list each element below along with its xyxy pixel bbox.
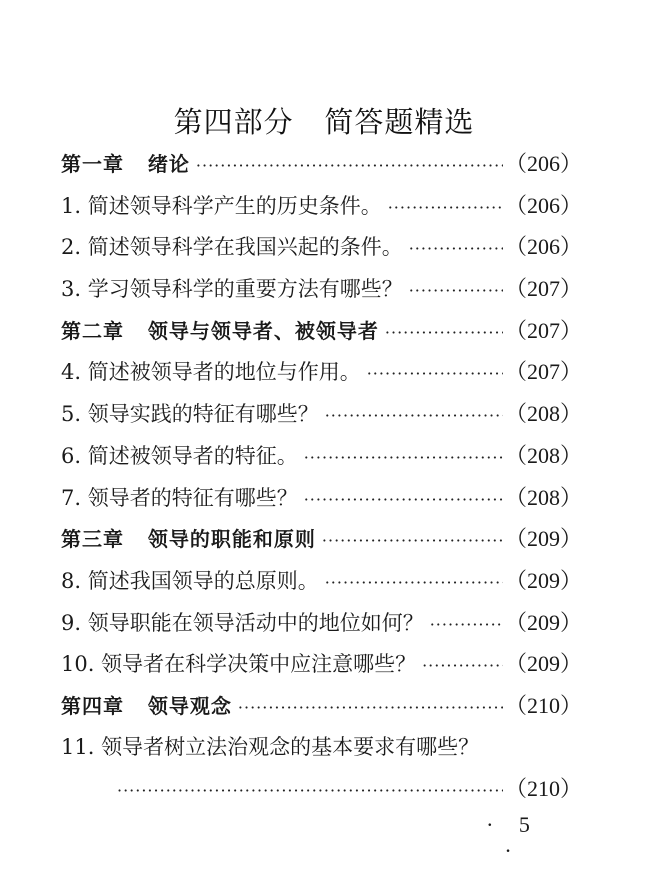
- leader-dots: [388, 187, 503, 229]
- toc-entry-text: 第四章 领导观念: [61, 693, 232, 718]
- leader-dots: [304, 479, 503, 521]
- leader-dots: [409, 270, 503, 312]
- toc-chapter-2[interactable]: [61, 310, 582, 352]
- toc-page-number: （206）: [504, 151, 582, 176]
- toc-item-2[interactable]: [61, 226, 582, 268]
- toc-page-number: （207）: [504, 276, 582, 302]
- toc-page-number: （208）: [504, 442, 582, 468]
- toc-entry-text: 5. 领导实践的特征有哪些？: [61, 402, 319, 427]
- toc-entry-text: 第二章 领导与领导者、被领导者: [61, 318, 379, 343]
- table-of-contents: [61, 143, 582, 810]
- toc-entry-text: 9. 领导职能在领导活动中的地位如何？: [61, 610, 424, 635]
- toc-chapter-4[interactable]: [61, 685, 582, 727]
- toc-page-number: （209）: [504, 651, 582, 677]
- toc-item-11[interactable]: [61, 727, 582, 769]
- leader-dots: [385, 312, 503, 354]
- toc-entry-text: 第一章 绪论: [61, 152, 190, 176]
- toc-page-number: （206）: [504, 192, 582, 218]
- toc-page-number: （210）: [504, 692, 582, 718]
- toc-item-5[interactable]: [61, 393, 582, 435]
- leader-dots: [325, 562, 503, 604]
- toc-item-6[interactable]: [61, 435, 582, 477]
- toc-entry-text: 2. 简述领导科学在我国兴起的条件。: [61, 235, 403, 260]
- toc-page-number: （207）: [504, 317, 582, 343]
- toc-entry-text: 3. 学习领导科学的重要方法有哪些？: [61, 277, 403, 302]
- toc-entry-text: 第三章 领导的职能和原则: [61, 527, 316, 552]
- toc-page-number: （209）: [504, 526, 582, 552]
- section-title: 第四部分 简答题精选: [173, 105, 475, 139]
- toc-item-8[interactable]: [61, 560, 582, 602]
- toc-item-3[interactable]: [61, 268, 582, 310]
- toc-page-number: （206）: [504, 234, 582, 260]
- toc-item-4[interactable]: [61, 351, 582, 393]
- toc-item-1[interactable]: [61, 185, 582, 227]
- toc-item-9[interactable]: [61, 602, 582, 644]
- leader-dots: [430, 604, 503, 646]
- toc-item-7[interactable]: [61, 477, 582, 519]
- toc-page-number: （208）: [504, 401, 582, 427]
- toc-item-10[interactable]: [61, 643, 582, 685]
- toc-entry-text: 4. 简述被领导者的地位与作用。: [61, 360, 361, 385]
- leader-dots: [238, 687, 503, 729]
- toc-chapter-3[interactable]: [61, 518, 582, 560]
- toc-entry-text: 11. 领导者树立法治观念的基本要求有哪些？: [61, 734, 480, 759]
- leader-dots: [196, 145, 503, 187]
- leader-dots: [325, 395, 503, 437]
- toc-page-number: （207）: [504, 359, 582, 385]
- toc-page-number: （209）: [504, 567, 582, 593]
- leader-dots: [422, 645, 503, 687]
- toc-item-11-continuation[interactable]: [61, 768, 582, 810]
- leader-dots: [322, 520, 503, 562]
- toc-page-number: （209）: [504, 609, 582, 635]
- toc-chapter-1[interactable]: [61, 143, 582, 185]
- toc-page-number: （208）: [504, 484, 582, 510]
- toc-entry-text: 8. 简述我国领导的总原则。: [61, 568, 319, 593]
- page-number: · 5 ·: [486, 812, 540, 863]
- toc-entry-text: 1. 简述领导科学产生的历史条件。: [61, 193, 382, 218]
- toc-entry-text: 10. 领导者在科学决策中应注意哪些？: [61, 652, 417, 677]
- toc-entry-text: 6. 简述被领导者的特征。: [61, 443, 298, 468]
- leader-dots: [304, 437, 503, 479]
- leader-dots: [367, 353, 503, 395]
- toc-page-number: （210）: [504, 776, 582, 802]
- leader-dots: [117, 770, 503, 812]
- leader-dots: [409, 228, 503, 270]
- toc-entry-text: 7. 领导者的特征有哪些？: [61, 485, 298, 510]
